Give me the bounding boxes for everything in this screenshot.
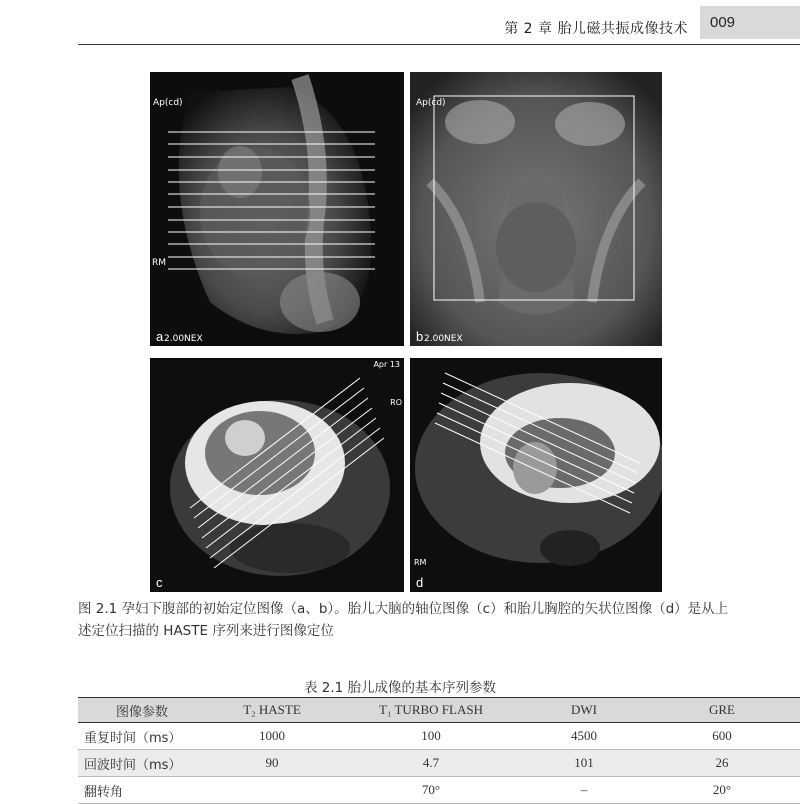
table-cell: 翻转角 <box>78 777 206 804</box>
table-row <box>78 723 800 750</box>
table-cell: 101 <box>524 750 644 777</box>
column-header: T₁ TURBO FLASH <box>338 698 524 723</box>
column-header: T₂ HASTE <box>206 698 338 723</box>
sagittal-mri-image <box>150 72 404 346</box>
panel-c-top-text: Apr 13 <box>373 360 400 369</box>
mri-panel-c <box>150 358 404 592</box>
table-cell: 90 <box>206 750 338 777</box>
table-header-row <box>78 698 800 723</box>
column-header: GRE <box>644 698 800 723</box>
column-header: 图像参数 <box>78 698 206 723</box>
figure-caption: 图 2.1 孕妇下腹部的初始定位图像（a、b）。胎儿大脑的轴位图像（c）和胎儿胸腔的矢状位图像（d）是从上述定位扫描的 HASTE 序列来进行图像定位 <box>78 601 729 639</box>
panel-d-side-text: RM <box>414 558 427 567</box>
chapter-title: 第 2 章 胎儿磁共振成像技术 <box>504 21 688 37</box>
panel-c-letter: c <box>156 575 163 590</box>
table-cell: 600 <box>644 723 800 750</box>
panel-a-side-text: RM <box>152 258 167 268</box>
coronal-mri-image <box>410 72 662 346</box>
axial-brain-mri-image <box>150 358 404 592</box>
table-cell: 100 <box>338 723 524 750</box>
table-cell <box>206 777 338 804</box>
table-cell: 70° <box>338 777 524 804</box>
table-cell: 4500 <box>524 723 644 750</box>
panel-b-letter: b <box>416 329 424 344</box>
panel-b-corner-text: 2.00NEX <box>424 334 463 344</box>
panel-b-top-text: Ap(cd) <box>416 98 446 108</box>
sequence-parameters-table <box>78 697 800 804</box>
table-title: 表 2.1 胎儿成像的基本序列参数 <box>303 680 497 696</box>
table-cell: 20° <box>644 777 800 804</box>
mri-panel-b <box>410 72 662 346</box>
mri-panel-d <box>410 358 662 592</box>
table-cell: 回波时间（ms） <box>78 750 206 777</box>
table-cell: – <box>524 777 644 804</box>
panel-a-top-text: Ap(cd) <box>153 98 183 108</box>
sagittal-thorax-mri-image <box>410 358 662 592</box>
table-cell: 1000 <box>206 723 338 750</box>
table-cell: 重复时间（ms） <box>78 723 206 750</box>
table-cell: 4.7 <box>338 750 524 777</box>
page-number: 009 <box>700 6 800 39</box>
panel-d-letter: d <box>416 575 424 590</box>
mri-panel-a <box>150 72 404 346</box>
running-header <box>0 6 800 44</box>
column-header: DWI <box>524 698 644 723</box>
header-rule <box>78 44 800 45</box>
table-cell: 26 <box>644 750 800 777</box>
table-row <box>78 777 800 804</box>
panel-c-side-text: RO <box>390 398 402 407</box>
panel-a-letter: a <box>156 329 164 344</box>
table-row <box>78 750 800 777</box>
panel-a-corner-text: 2.00NEX <box>164 334 203 344</box>
